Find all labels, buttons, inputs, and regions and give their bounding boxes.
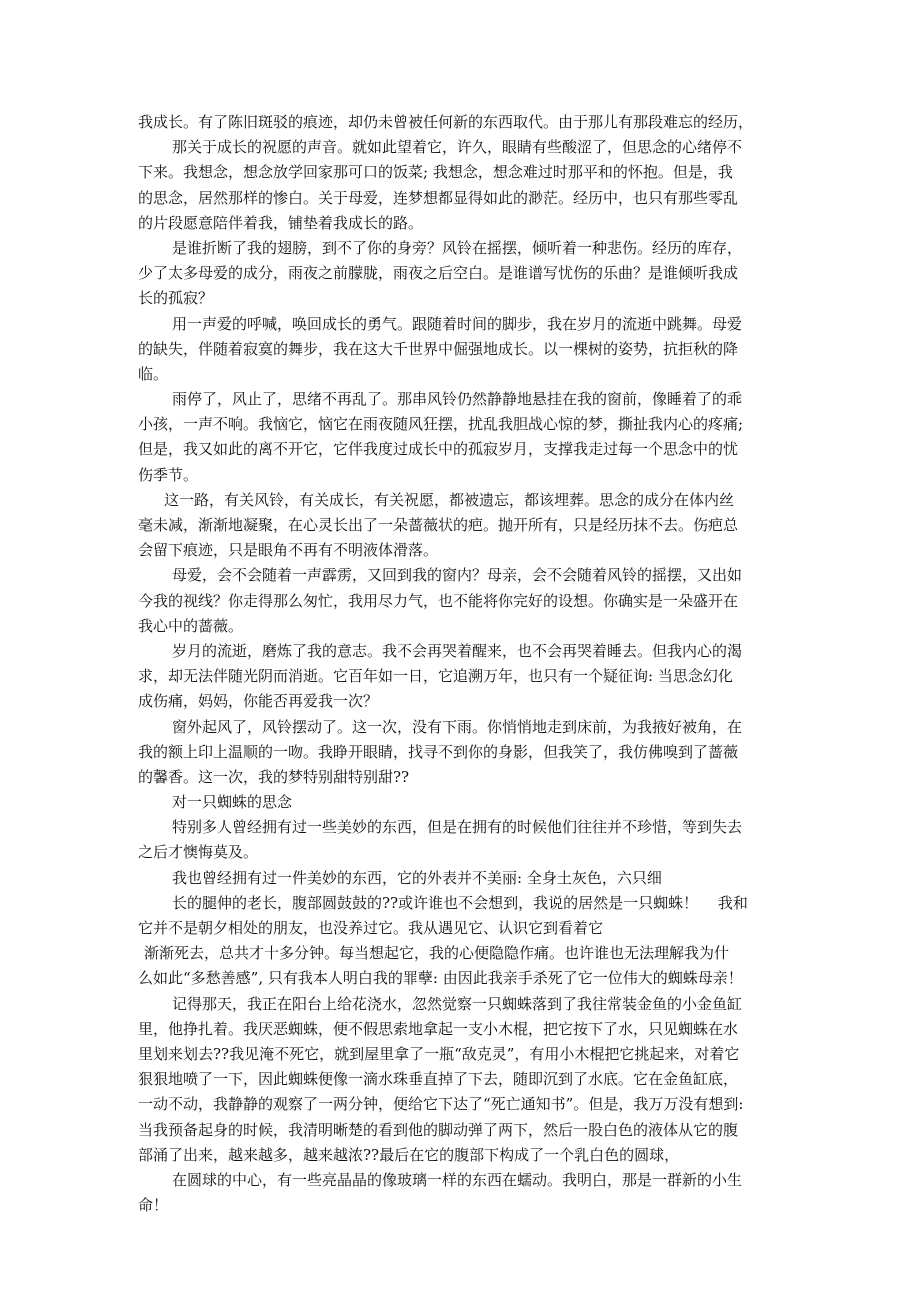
text-line: 岁月的流逝，磨炼了我的意志。我不会再哭着醒来，也不会再哭着睡去。但我内心的渴	[172, 641, 743, 660]
text-line: 长的孤寂？	[138, 289, 214, 308]
text-line: 长的腿伸的老长，腹部圆鼓鼓的??或许谁也不会想到，我说的居然是一只蜘蛛！ 我和	[172, 893, 748, 912]
text-line: 母爱，会不会随着一声霹雳，又回到我的窗内？母亲，会不会随着风铃的摇摆，又出如	[172, 566, 743, 585]
text-line: 用一声爱的呼喊，唤回成长的勇气。跟随着时间的脚步，我在岁月的流逝中跳舞。母爱	[172, 314, 743, 333]
text-line: 部涌了出来，越来越多，越来越浓??最后在它的腹部下构成了一个乳白色的圆球，	[138, 1145, 680, 1164]
text-line: 小孩，一声不响。我恼它，恼它在雨夜随风狂摆，扰乱我胆战心惊的梦，撕扯我内心的疼痛;	[138, 415, 744, 434]
text-line: 那关于成长的祝愿的声音。就如此望着它，许久，眼睛有些酸涩了，但思念的心绪停不	[172, 138, 743, 157]
text-line: 它并不是朝夕相处的朋友，也没养过它。我从遇见它、认识它到看着它	[138, 919, 604, 937]
document-page	[138, 110, 790, 1218]
text-line: 窗外起风了，风铃摆动了。这一次，没有下雨。你悄悄地走到床前，为我掖好被角，在	[172, 717, 743, 736]
text-line: 伤季节。	[138, 465, 199, 484]
text-line: 我成长。有了陈旧斑驳的痕迹，却仍未曾被任何新的东西取代。由于那儿有那段难忘的经历，	[138, 113, 754, 131]
text-line: 当我预备起身的时候，我清明晰楚的看到他的脚动弹了两下，然后一股白色的液体从它的腹	[138, 1120, 739, 1139]
text-line: 这一路，有关风铃，有关成长，有关祝愿，都被遗忘，都该埋葬。思念的成分在体内丝	[164, 490, 735, 509]
text-line: 今我的视线？你走得那么匆忙，我用尽力气，也不能将你完好的设想。你确实是一朵盛开在	[138, 591, 739, 610]
text-line: 里划来划去??我见淹不死它，就到屋里拿了一瓶“敌克灵”，有用小木棍把它挑起来，对着它	[138, 1044, 740, 1063]
text-line: 少了太多母爱的成分，雨夜之前朦胧，雨夜之后空白。是谁谱写忧伤的乐曲？是谁倾听我成	[138, 264, 739, 283]
text-line: 我的额上印上温顺的一吻。我睁开眼睛，找寻不到你的身影，但我笑了，我仿佛嗅到了蔷薇	[138, 742, 739, 761]
text-line: 的馨香。这一次，我的梦特别甜特别甜??	[138, 767, 410, 786]
text-line: 下来。我想念，想念放学回家那可口的饭菜; 我想念，想念难过时那平和的怀抱。但是，我	[138, 163, 733, 182]
text-line: 之后才懊悔莫及。	[138, 843, 259, 862]
text-line: 对一只蜘蛛的思念	[172, 793, 293, 812]
text-line: 记得那天，我正在阳台上给花浇水，忽然觉察一只蜘蛛落到了我往常装金鱼的小金鱼缸	[172, 994, 743, 1013]
text-line: 会留下痕迹，只是眼角不再有不明液体滑落。	[138, 541, 439, 560]
text-line: 求，却无法伴随光阴而消逝。它百年如一日，它追溯万年，也只有一个疑征询: 当思念幻化	[138, 667, 733, 686]
text-line: 雨停了，风止了，思绪不再乱了。那串风铃仍然静静地悬挂在我的窗前，像睡着了的乖	[172, 390, 743, 409]
text-line: 临。	[138, 364, 169, 383]
text-line: 里，他挣扎着。我厌恶蜘蛛，便不假思索地拿起一支小木棍，把它按下了水，只见蜘蛛在水	[138, 1019, 739, 1038]
text-line: 一动不动，我静静的观察了一两分钟，便给它下达了“死亡通知书”。但是，我万万没有想到:	[138, 1095, 744, 1114]
text-line: 的片段愿意陪伴着我，铺垫着我成长的路。	[138, 213, 424, 232]
text-line: 的思念，居然那样的惨白。关于母爱，连梦想都显得如此的渺茫。经历中，也只有那些零乱	[138, 188, 739, 207]
text-line: 命！	[138, 1196, 169, 1215]
text-line: 渐渐死去，总共才十多分钟。每当想起它，我的心便隐隐作痛。也许谁也无法理解我为什	[144, 944, 730, 963]
text-line: 成伤痛，妈妈，你能否再爱我一次？	[138, 692, 379, 711]
text-line: 但是，我又如此的离不开它，它伴我度过成长中的孤寂岁月，支撑我走过每一个思念中的忧	[138, 440, 739, 459]
text-line: 么如此“多愁善感”, 只有我本人明白我的罪孽: 由因此我亲手杀死了它一位伟大的蜘蛛母亲！	[138, 969, 743, 988]
text-line: 特别多人曾经拥有过一些美妙的东西，但是在拥有的时候他们往往并不珍惜，等到失去	[172, 818, 743, 837]
text-line: 我也曾经拥有过一件美妙的东西，它的外表并不美丽: 全身土灰色，六只细	[172, 868, 662, 887]
text-line: 的缺失，伴随着寂寞的舞步，我在这大千世界中倔强地成长。以一棵树的姿势，抗拒秋的降	[138, 339, 739, 358]
text-line: 是谁折断了我的翅膀，到不了你的身旁？风铃在摇摆，倾听着一种悲伤。经历的库存，	[172, 238, 743, 257]
text-line: 我心中的蔷薇。	[138, 616, 244, 635]
text-line: 狠狠地喷了一下，因此蜘蛛便像一滴水珠垂直掉了下去，随即沉到了水底。它在金鱼缸底，	[138, 1070, 739, 1089]
text-line: 毫未减，渐渐地凝聚，在心灵长出了一朵蔷薇状的疤。抛开所有，只是经历抹不去。伤疤总	[138, 516, 739, 534]
text-line: 在圆球的中心，有一些亮晶晶的像玻璃一样的东西在蠕动。我明白，那是一群新的小生	[172, 1170, 743, 1189]
